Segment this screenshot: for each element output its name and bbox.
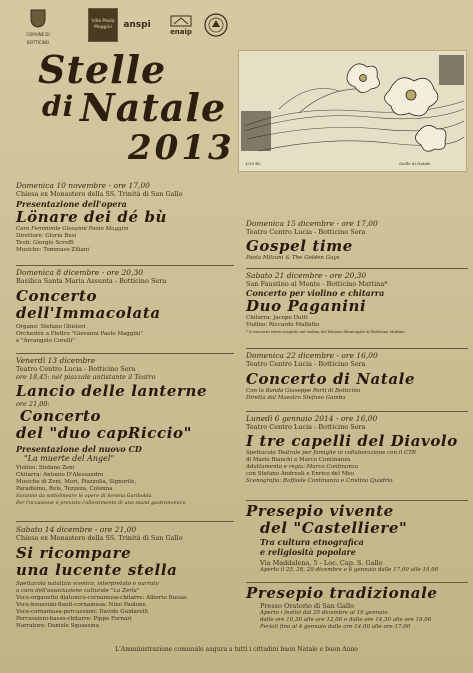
divider (16, 353, 234, 354)
event-place: Chiesa ex Monastero della SS. Trinità di San Gallo (16, 534, 183, 542)
event-title: Presepio vivente (246, 502, 394, 520)
enaip-mark-icon (170, 14, 192, 28)
event-time: ore 21,00: (16, 400, 50, 408)
event-title: Si ricompare (16, 544, 132, 562)
event-detail: Saranno da sottolineare le opere di Serena Garibalda (16, 493, 152, 499)
event-title: del "duo capRiccio" (16, 424, 193, 442)
event-detail: Aperto il 25, 26, 29 dicembre e 6 gennaio dalle 17,00 alle 19,00 (260, 567, 439, 573)
event-tre-capelli (246, 414, 468, 485)
event-title: Gospel time (246, 237, 353, 255)
event-place: San Faustino al Monte - Botticino Mattina* (246, 280, 388, 288)
event-detail: Testi: Giorgio Scroffi (16, 240, 74, 246)
event-concerto-natale (246, 351, 468, 402)
event-detail: * il concerto verrà eseguito sul violino del Palazzo Municipale di Botticino Mattina (246, 329, 405, 334)
event-subtitle: Presentazione del nuovo CD (16, 444, 142, 454)
event-detail: Violino: Riccardo Malfatto (246, 322, 320, 328)
event-presepio-tradizionale (246, 585, 468, 631)
divider (246, 348, 468, 349)
title-year: 2013 (128, 128, 235, 168)
event-detail: Orchestra a Plettro "Giovanni Paolo Maggini" (16, 331, 143, 337)
divider (16, 521, 234, 522)
seal-logo (203, 8, 229, 42)
event-title: Presepio tradizionale (246, 584, 438, 602)
event-place: Teatro Centro Lucia - Botticino Sera (246, 228, 366, 236)
event-immacolata (16, 268, 234, 345)
event-date: Sabato 14 dicembre - ore 21,00 (16, 525, 137, 534)
event-place: Via Maddalena, 5 - Loc. Cap. S. Gallo (260, 559, 383, 567)
event-date: Sabato 21 dicembre - ore 20,30 (246, 271, 367, 280)
event-place: Teatro Centro Lucia - Botticino Sera (16, 365, 136, 373)
event-detail: Voce-bouzouki-flauti-cornamusa: Nino Paolone (16, 602, 146, 608)
event-detail: con Stefano Andreoli e Enrico del Meo (246, 471, 354, 477)
event-subtitle: "La muerte del Angel" (24, 454, 115, 463)
event-detail: Musiche di Zeni, Mori, Piazzolla, Signorile, (16, 479, 137, 485)
event-detail: Narratore: Daniele Squassina (16, 623, 99, 629)
event-title: I tre capelli del Diavolo (246, 432, 458, 450)
divider (246, 500, 468, 501)
event-subtitle: Tra cultura etnografica (260, 537, 364, 547)
event-detail: Violino: Stefano Zeni (16, 465, 75, 471)
event-lucente-stella (16, 525, 234, 630)
flowers-sketch-icon (239, 51, 466, 171)
event-detail: Percussioni-basso-chitarre: Pippo Fornari (16, 616, 132, 622)
event-subtitle: Concerto per violino e chitarra (246, 288, 385, 298)
footer-greeting: L'Amministrazione comunale augura a tutti i cittadini buon Natale e buon Anno (115, 646, 358, 653)
event-title: una lucente stella (16, 561, 178, 579)
event-subtitle: e religiosità popolare (260, 547, 356, 557)
event-date: Domenica 22 dicembre - ore 16,00 (246, 351, 378, 360)
event-gospel (246, 219, 468, 262)
event-title: Lancio delle lanterne (16, 382, 208, 400)
event-detail: Spettacolo natalizio scenico, interpretato e narrato (16, 581, 159, 587)
title-line3: Natale (80, 85, 227, 130)
event-place: Presso Oratorio di San Gallo (260, 602, 355, 610)
event-detail: Per l'occasione è previsto l'allestimento di uno stand gastronomico (16, 500, 186, 506)
event-title: Lönare dei dé bù (16, 208, 168, 226)
comune-logo (16, 8, 60, 45)
event-title: Concerto (20, 407, 102, 425)
event-date: Venerdì 13 dicembre (16, 356, 96, 365)
event-detail: Voce-organetto diatonico-cornamusa-chitarre: Alberto Busias (16, 595, 187, 601)
event-detail: Musiche: Tommaso Ziliani (16, 247, 90, 253)
event-detail: Feriali fino al 4 gennaio dalle ore 14,00 alle ore 17,00 (260, 624, 411, 630)
art-caption: Stelle di Natale (399, 161, 431, 166)
event-place: Basilica Santa Maria Assunta - Botticino Sera (16, 277, 167, 285)
event-detail: Con la Banda Giuseppe Porti di Botticino (246, 388, 361, 394)
title-line1: Stelle (38, 47, 167, 92)
event-detail: Diretta dal Maestro Stefano Gamba (246, 395, 346, 401)
event-date: Lunedì 6 gennaio 2014 - ore 16,00 (246, 414, 378, 423)
divider (246, 411, 468, 412)
event-place: ore 18,45: nel piazzale antistante il Teatro (16, 373, 156, 381)
event-detail: Organo: Stefano Ghisleri (16, 324, 86, 330)
event-detail: Chitarra: Antonio D'Alessandro (16, 472, 104, 478)
event-detail: di Mario Bianchi e Marco Continanza (246, 457, 351, 463)
event-detail: Adattamento e regia: Marco Continanza (246, 464, 359, 470)
event-detail: Spettacolo Teatrale per famiglie in collaborazione con il CTB (246, 450, 416, 456)
event-date: Domenica 10 novembre - ore 17,00 (16, 181, 150, 190)
event-detail: Paola Milzani & The Golden Guys (246, 255, 340, 261)
event-detail: Aperto i festivi dal 25 dicembre al 19 gennaio (260, 610, 388, 616)
event-detail: Scenografia: Raffaele Continanza e Cristina Quadrio (246, 478, 393, 484)
comune-logo-text: COMUNE DI BOTTICINO (26, 32, 50, 45)
event-detail: Paradisino, Reis, Tezzeza, Colonna (16, 486, 113, 492)
event-title: Duo Paganini (246, 297, 367, 315)
event-lonare (16, 181, 234, 254)
event-duo-paganini (246, 271, 468, 334)
event-subtitle: Presentazione dell'opera (16, 199, 127, 209)
event-detail: Coro Femminile Giovanni Paolo Maggini (16, 226, 129, 232)
event-detail: a cura dell'associazione culturale "La Zerla" (16, 588, 140, 594)
event-date: Domenica 15 dicembre - ore 17,00 (246, 219, 378, 228)
divider (16, 265, 234, 266)
event-title: del "Castelliere" (260, 519, 408, 537)
event-place: Chiesa ex Monastero della SS. Trinità di San Gallo (16, 190, 183, 198)
event-title: dell'Immacolata (16, 304, 161, 322)
enaip-logo: enaip (166, 8, 196, 42)
title-line2: di (42, 90, 75, 123)
anspi-logo: anspi (123, 20, 151, 30)
villa-maggini-logo: Villa Paola Maggini (88, 8, 118, 42)
event-detail: Chitarra: Jacopo Dutti (246, 315, 308, 321)
divider (246, 268, 468, 269)
nativity-artwork (238, 50, 467, 172)
event-title: Concerto (16, 287, 98, 305)
event-date: Domenica 8 dicembre - ore 20,30 (16, 268, 143, 277)
event-place: Teatro Centro Lucia - Botticino Sera (246, 360, 366, 368)
svg-text:1/20 BL: 1/20 BL (245, 161, 261, 166)
seal-icon (204, 12, 228, 38)
event-detail: dalle ore 10,30 alle ore 12,00 e dalle ore 14,30 alle ore 19,00 (260, 617, 432, 623)
event-place: Teatro Centro Lucia - Botticino Sera (246, 423, 366, 431)
divider (246, 582, 468, 583)
event-detail: e "Arcangelo Corelli" (16, 338, 75, 344)
event-lanterne (16, 356, 234, 507)
event-detail: Voce-cornamusa-percussioni: Davide Guidarelli (16, 609, 148, 615)
event-title: Concerto di Natale (246, 370, 416, 388)
event-detail: Direttore: Gloria Busi (16, 233, 77, 239)
coat-of-arms-icon (30, 8, 46, 28)
event-presepio-vivente (246, 503, 468, 574)
